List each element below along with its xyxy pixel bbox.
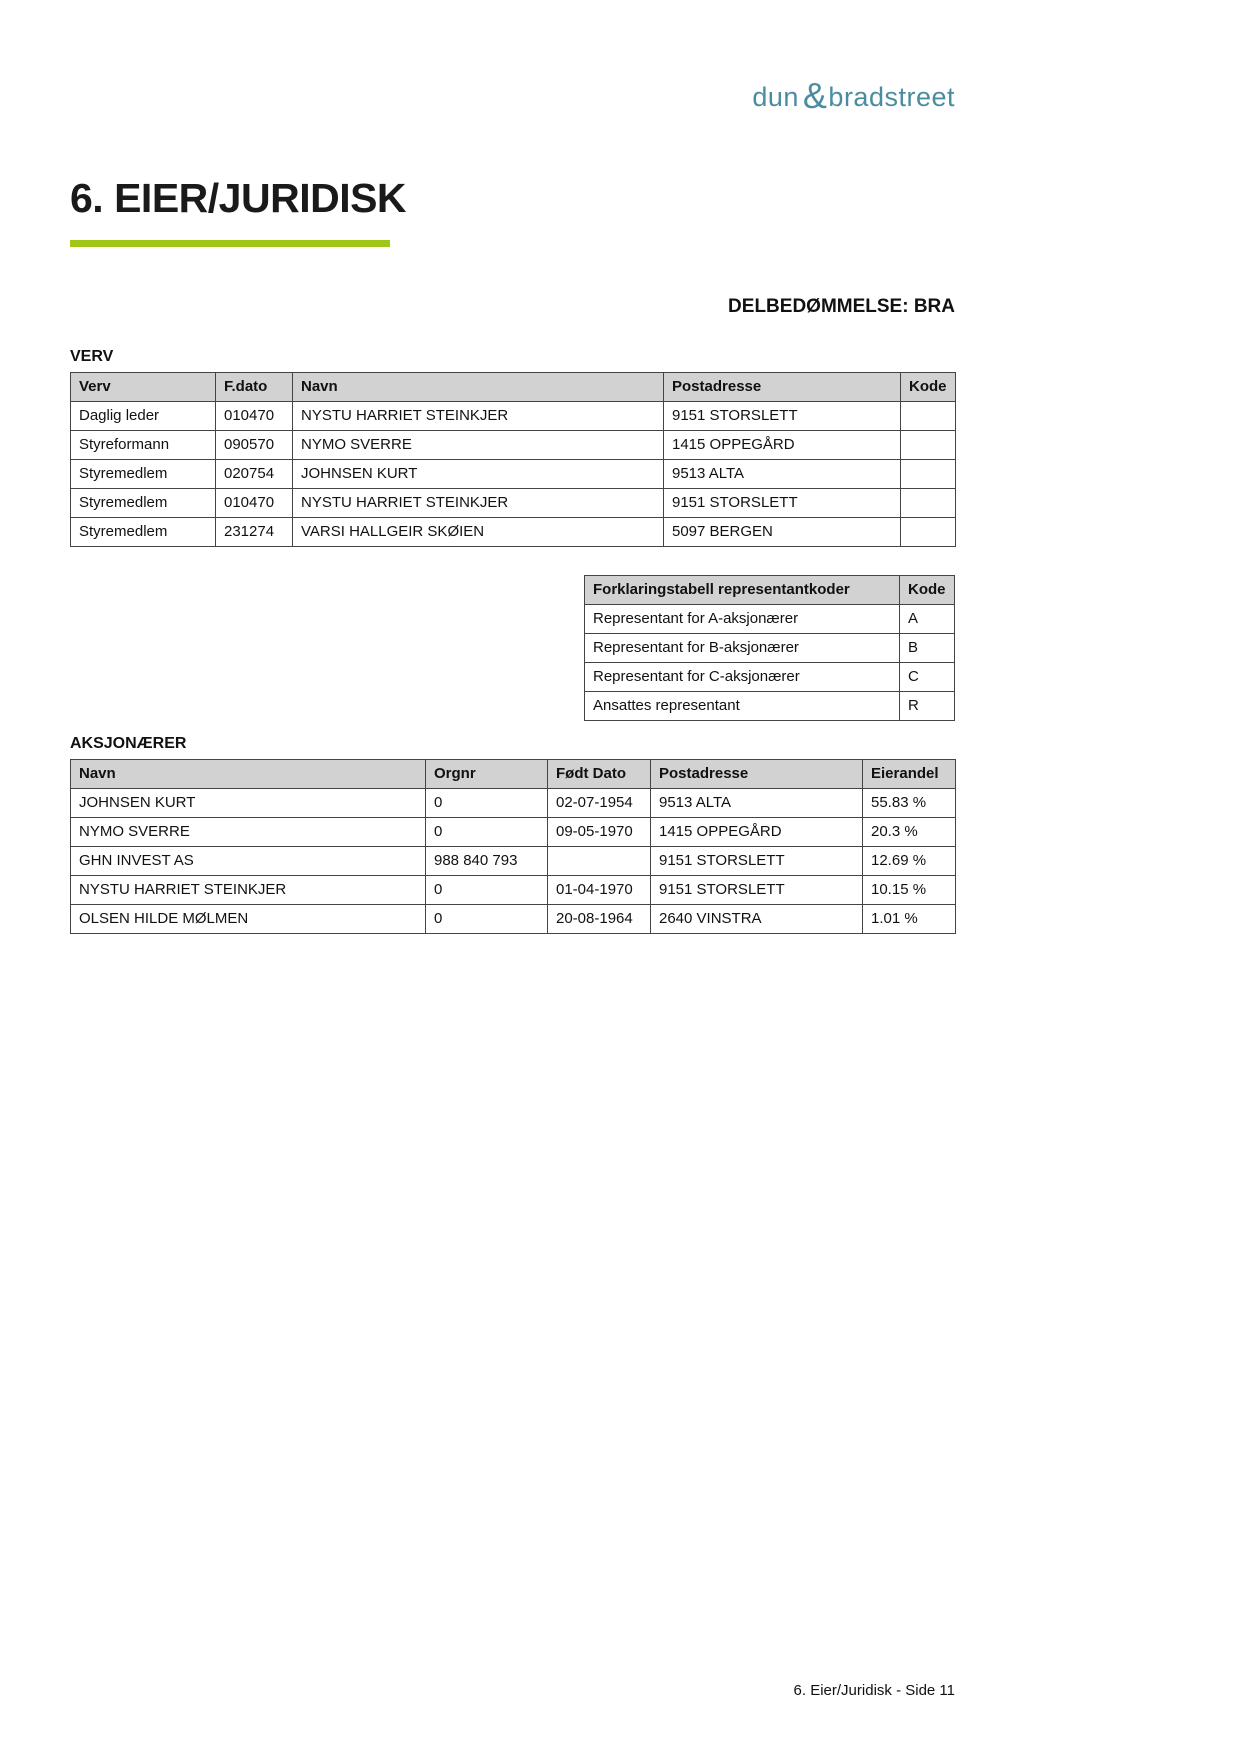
table-cell: Styreformann (71, 431, 216, 460)
table-row (585, 605, 955, 634)
logo-row (70, 0, 955, 117)
table-header-cell: Postadresse (651, 760, 863, 789)
table-cell: B (900, 634, 955, 663)
table-cell: Representant for A-aksjonærer (585, 605, 900, 634)
table-cell: NYSTU HARRIET STEINKJER (293, 489, 664, 518)
table-cell: 9513 ALTA (651, 789, 863, 818)
table-cell: 5097 BERGEN (664, 518, 901, 547)
table-cell: 20.3 % (863, 818, 956, 847)
table-cell (901, 402, 956, 431)
table-cell: 2640 VINSTRA (651, 905, 863, 934)
table-cell: Representant for B-aksjonærer (585, 634, 900, 663)
logo-ampersand-icon: & (802, 75, 828, 116)
table-cell: NYSTU HARRIET STEINKJER (293, 402, 664, 431)
table-cell (901, 489, 956, 518)
logo-text-bradstreet: bradstreet (828, 82, 955, 112)
table-row (585, 634, 955, 663)
table-cell: 9151 STORSLETT (664, 402, 901, 431)
table-cell: 9151 STORSLETT (651, 847, 863, 876)
table-header-cell: Eierandel (863, 760, 956, 789)
table-cell: JOHNSEN KURT (293, 460, 664, 489)
table-cell: 0 (426, 876, 548, 905)
table-row (71, 518, 956, 547)
table-header-cell: Kode (901, 373, 956, 402)
table-row (71, 789, 956, 818)
table-cell: OLSEN HILDE MØLMEN (71, 905, 426, 934)
table-header-row (71, 373, 956, 402)
table-cell: 0 (426, 789, 548, 818)
table-cell: 988 840 793 (426, 847, 548, 876)
table-cell: GHN INVEST AS (71, 847, 426, 876)
table-cell: Daglig leder (71, 402, 216, 431)
aksjonaerer-section-label: AKSJONÆRER (70, 735, 187, 752)
table-cell: 20-08-1964 (548, 905, 651, 934)
verv-section-label: VERV (70, 348, 114, 365)
table-cell: 10.15 % (863, 876, 956, 905)
table-cell: 9151 STORSLETT (651, 876, 863, 905)
table-header-cell: Verv (71, 373, 216, 402)
table-header-cell: Forklaringstabell representantkoder (585, 576, 900, 605)
verv-table (70, 372, 956, 547)
table-row (585, 663, 955, 692)
table-row (71, 489, 956, 518)
table-cell: JOHNSEN KURT (71, 789, 426, 818)
table-cell: 9513 ALTA (664, 460, 901, 489)
table-cell: NYSTU HARRIET STEINKJER (71, 876, 426, 905)
table-cell: 0 (426, 818, 548, 847)
table-cell: C (900, 663, 955, 692)
dun-and-bradstreet-logo (752, 75, 955, 117)
page-content (70, 0, 955, 934)
table-header-cell: Postadresse (664, 373, 901, 402)
table-cell: VARSI HALLGEIR SKØIEN (293, 518, 664, 547)
table-cell: NYMO SVERRE (293, 431, 664, 460)
table-cell: Styremedlem (71, 518, 216, 547)
table-row (71, 876, 956, 905)
table-cell: 020754 (216, 460, 293, 489)
table-row (71, 431, 956, 460)
page-title: 6. EIER/JURIDISK (70, 175, 407, 221)
table-row (71, 905, 956, 934)
table-cell (901, 460, 956, 489)
title-accent-bar (70, 240, 390, 247)
table-cell: NYMO SVERRE (71, 818, 426, 847)
table-row (585, 692, 955, 721)
table-header-cell: Navn (71, 760, 426, 789)
page-footer: 6. Eier/Juridisk - Side 11 (793, 1682, 955, 1699)
table-cell: Representant for C-aksjonærer (585, 663, 900, 692)
table-cell: Ansattes representant (585, 692, 900, 721)
table-header-cell: F.dato (216, 373, 293, 402)
table-row (71, 847, 956, 876)
aksjonaerer-table (70, 759, 956, 934)
table-cell: 12.69 % (863, 847, 956, 876)
table-cell: 090570 (216, 431, 293, 460)
table-header-row (71, 760, 956, 789)
table-row (71, 460, 956, 489)
table-cell: 09-05-1970 (548, 818, 651, 847)
table-row (71, 402, 956, 431)
table-cell (548, 847, 651, 876)
table-cell: Styremedlem (71, 489, 216, 518)
table-cell: 010470 (216, 489, 293, 518)
table-cell: 02-07-1954 (548, 789, 651, 818)
table-header-cell: Navn (293, 373, 664, 402)
representant-codes-table (584, 575, 955, 721)
table-cell: 9151 STORSLETT (664, 489, 901, 518)
table-header-cell: Orgnr (426, 760, 548, 789)
table-cell: 01-04-1970 (548, 876, 651, 905)
table-cell: A (900, 605, 955, 634)
table-cell: 0 (426, 905, 548, 934)
table-header-cell: Kode (900, 576, 955, 605)
table-cell: 010470 (216, 402, 293, 431)
table-cell (901, 431, 956, 460)
table-cell: 1.01 % (863, 905, 956, 934)
table-cell (901, 518, 956, 547)
table-row (71, 818, 956, 847)
logo-text-dun: dun (752, 82, 799, 112)
table-cell: 1415 OPPEGÅRD (664, 431, 901, 460)
table-header-row (585, 576, 955, 605)
table-cell: R (900, 692, 955, 721)
sub-assessment: DELBEDØMMELSE: BRA (728, 296, 955, 317)
table-cell: 55.83 % (863, 789, 956, 818)
table-cell: Styremedlem (71, 460, 216, 489)
table-cell: 1415 OPPEGÅRD (651, 818, 863, 847)
table-header-cell: Født Dato (548, 760, 651, 789)
table-cell: 231274 (216, 518, 293, 547)
